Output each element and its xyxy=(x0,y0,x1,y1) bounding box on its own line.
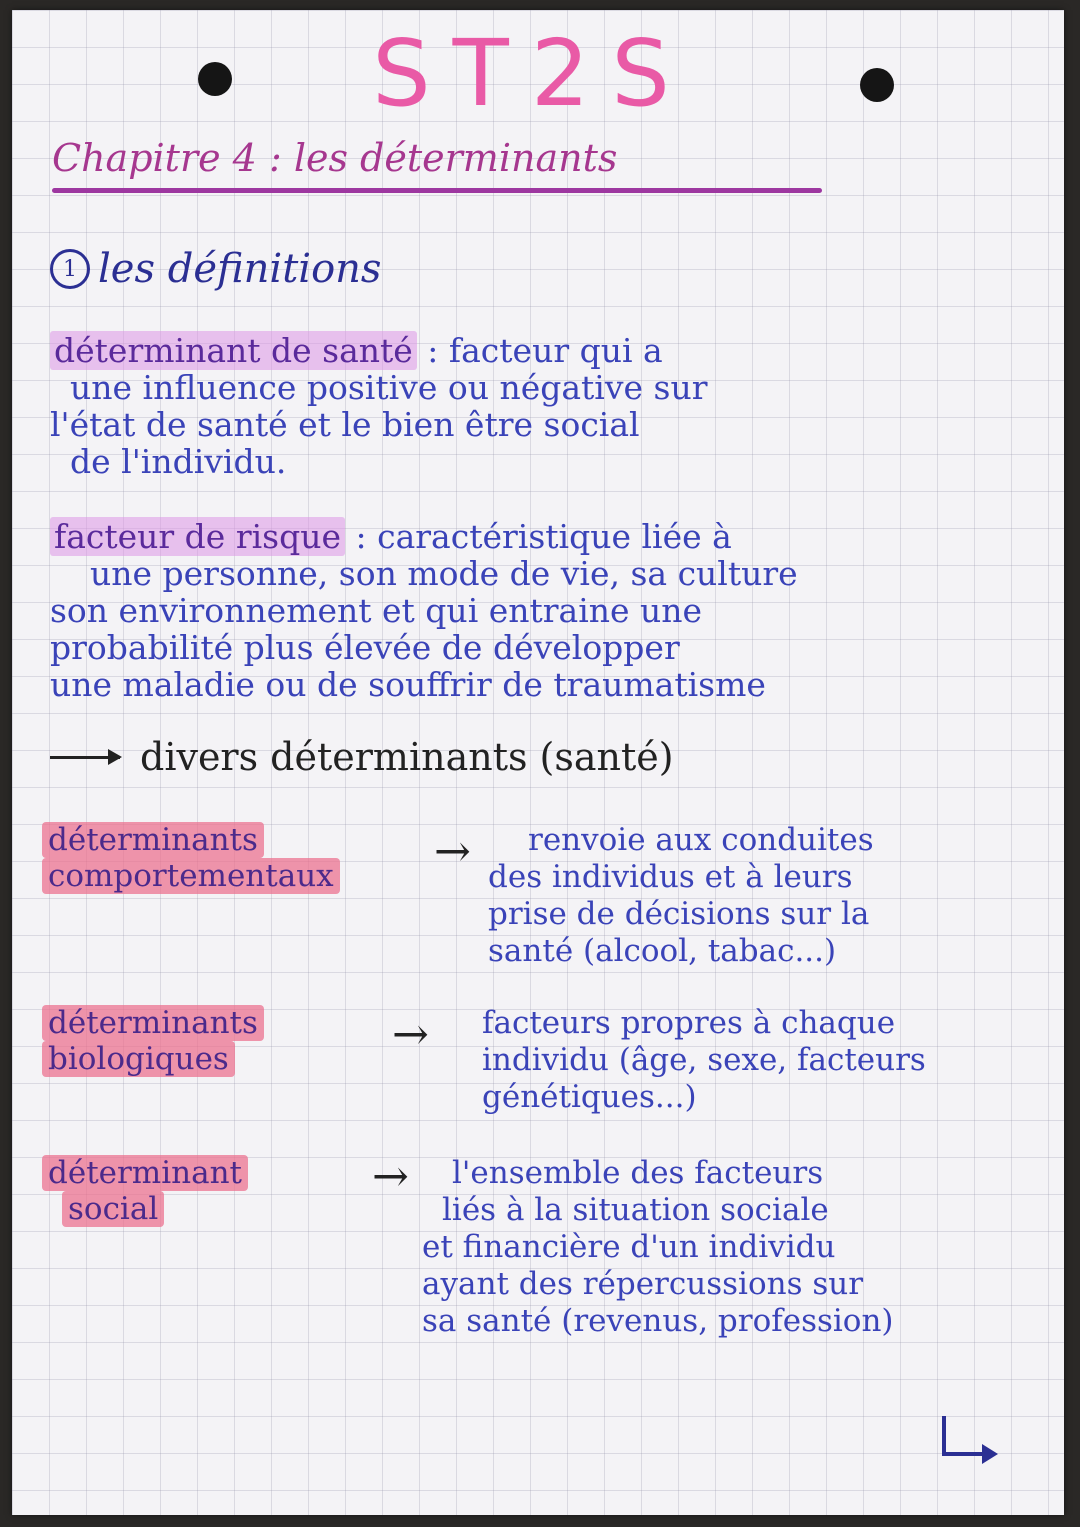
section-heading xyxy=(50,246,381,292)
right-arrow-icon xyxy=(50,756,120,759)
binder-hole-right-icon xyxy=(860,68,894,102)
right-arrow-icon: → xyxy=(372,1151,409,1202)
definition-line: : facteur qui a xyxy=(427,331,663,370)
turn-arrow-icon xyxy=(932,1410,1002,1470)
definition-line: l'état de santé et le bien être social xyxy=(50,405,640,444)
definition-line: prise de décisions sur la xyxy=(488,896,870,932)
determinant-label xyxy=(42,1155,248,1227)
definition-determinant-sante xyxy=(50,332,1050,480)
definition-line: santé (alcool, tabac...) xyxy=(488,933,837,969)
determinant-label-line: déterminants xyxy=(42,822,264,858)
definition-line: des individus et à leurs xyxy=(488,859,853,895)
definition-line: une influence positive ou négative sur xyxy=(70,368,708,407)
definition-term: facteur de risque xyxy=(50,517,345,556)
right-arrow-icon: → xyxy=(392,1009,429,1060)
definition-line: liés à la situation sociale xyxy=(442,1192,829,1228)
determinant-label-line: social xyxy=(62,1191,164,1227)
page-title: ST2S xyxy=(372,20,692,127)
chapter-heading: Chapitre 4 : les déterminants xyxy=(52,136,618,180)
right-arrow-icon: → xyxy=(434,826,471,877)
definition-line: facteurs propres à chaque xyxy=(482,1005,896,1041)
chapter-underline xyxy=(52,188,822,193)
definition-facteur-risque xyxy=(50,518,1050,703)
determinant-label-line: biologiques xyxy=(42,1041,235,1077)
definition-line: renvoie aux conduites xyxy=(528,822,874,858)
definition-term: déterminant de santé xyxy=(50,331,417,370)
definition-line: sa santé (revenus, profession) xyxy=(422,1303,894,1339)
definition-line: de l'individu. xyxy=(70,442,287,481)
definition-line: ayant des répercussions sur xyxy=(422,1266,864,1302)
definition-line: et financière d'un individu xyxy=(422,1229,836,1265)
divers-text: divers déterminants (santé) xyxy=(140,735,674,779)
section-title: les définitions xyxy=(98,246,382,292)
definition-line: son environnement et qui entraine une xyxy=(50,591,703,630)
determinant-label-line: déterminant xyxy=(42,1155,248,1191)
determinant-label-line: déterminants xyxy=(42,1005,264,1041)
definition-line: une personne, son mode de vie, sa culture xyxy=(90,554,798,593)
definition-line: l'ensemble des facteurs xyxy=(452,1155,824,1191)
determinant-definition xyxy=(482,1005,926,1116)
determinant-definition xyxy=(422,1155,894,1340)
definition-line: génétiques...) xyxy=(482,1079,697,1115)
determinant-label-line: comportementaux xyxy=(42,858,340,894)
determinant-label xyxy=(42,1005,264,1077)
section-number: 1 xyxy=(50,249,90,289)
definition-line: probabilité plus élevée de développer xyxy=(50,628,680,667)
determinant-label xyxy=(42,822,340,894)
definition-line: une maladie ou de souffrir de traumatisme xyxy=(50,665,766,704)
divers-heading xyxy=(50,735,674,779)
notebook-page xyxy=(12,10,1064,1515)
definition-line: : caractéristique liée à xyxy=(355,517,732,556)
definition-line: individu (âge, sexe, facteurs xyxy=(482,1042,926,1078)
binder-hole-left-icon xyxy=(198,62,232,96)
determinant-definition xyxy=(488,822,874,970)
